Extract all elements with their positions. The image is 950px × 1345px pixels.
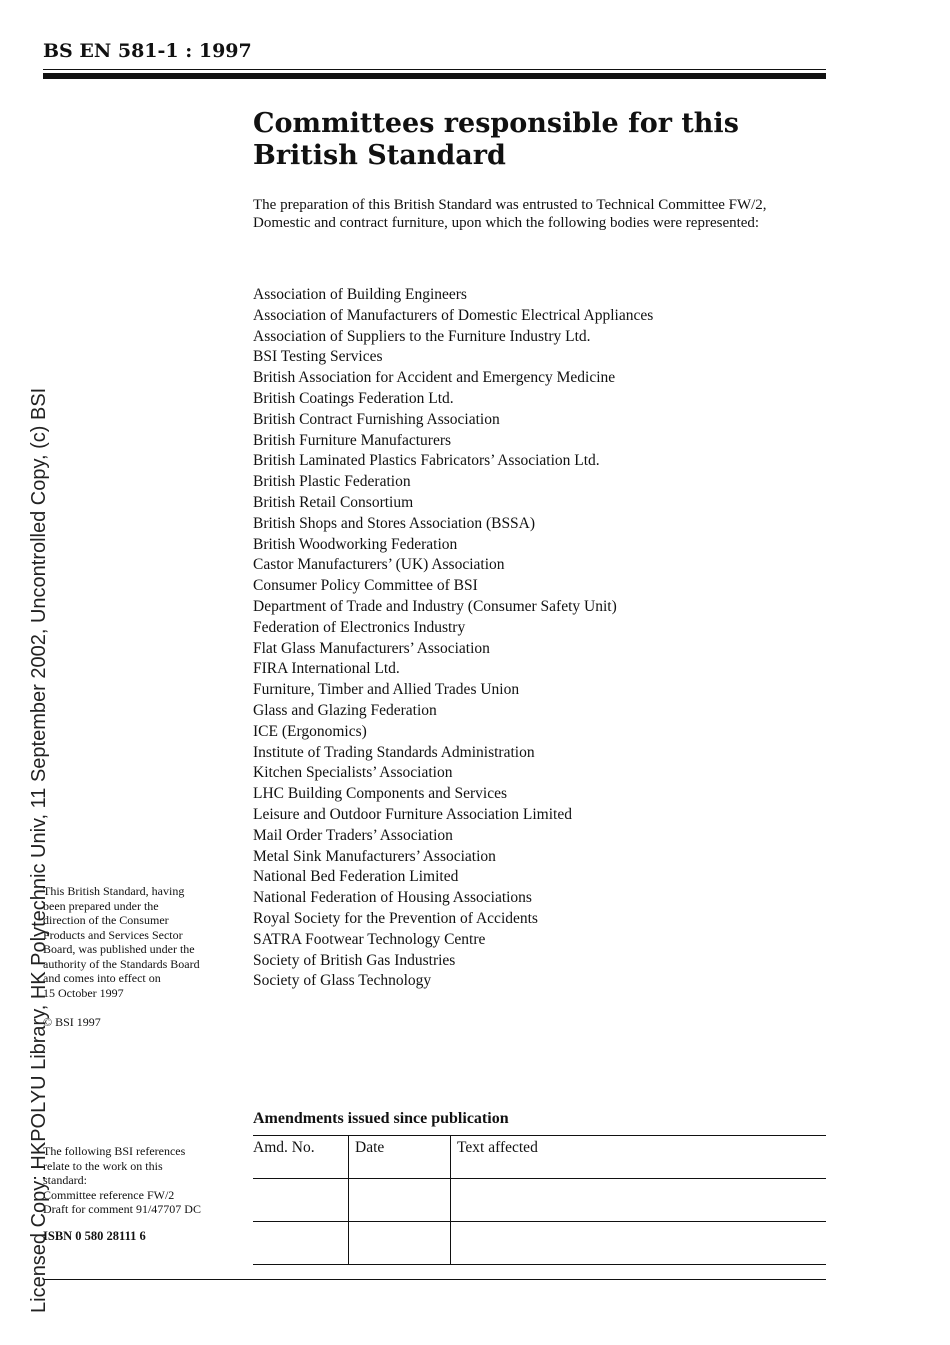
list-item: Institute of Trading Standards Administration (253, 743, 535, 761)
list-item: National Federation of Housing Associations (253, 889, 532, 907)
intro-paragraph: The preparation of this British Standard was entrusted to Technical Committee FW/2, Domestic and contract furniture, upon which the following bodies were represented: (253, 197, 767, 231)
table-cell (349, 1222, 451, 1265)
page-title (253, 108, 813, 172)
document-code: BS EN 581-1 : 1997 (43, 40, 252, 62)
list-item: Furniture, Timber and Allied Trades Union (253, 681, 520, 699)
title-line-2: British Standard (253, 140, 506, 171)
note-line: This British Standard, having (43, 884, 185, 898)
list-item: Society of Glass Technology (253, 972, 432, 990)
references-note (43, 1144, 238, 1217)
note-line: direction of the Consumer (43, 913, 169, 927)
column-header-text-affected: Text affected (451, 1136, 827, 1179)
amendments-title: Amendments issued since publication (253, 1110, 509, 1127)
list-item: British Woodworking Federation (253, 535, 458, 553)
table-cell (349, 1179, 451, 1222)
list-item: Association of Building Engineers (253, 286, 467, 303)
list-item: Kitchen Specialists’ Association (253, 764, 453, 782)
license-watermark: Licensed Copy: HKPOLYU Library, HK Polytechnic Univ, 11 September 2002, Uncontrolled Copy, (c) BSI (28, 387, 50, 1313)
table-cell (451, 1179, 827, 1222)
table-cell (253, 1222, 349, 1265)
table-cell (253, 1179, 349, 1222)
list-item: British Laminated Plastics Fabricators’ Association Ltd. (253, 452, 600, 470)
header-rule-thin (43, 69, 826, 70)
footer-rule (43, 1279, 826, 1280)
list-item: BSI Testing Services (253, 348, 383, 366)
list-item: Royal Society for the Prevention of Accidents (253, 909, 538, 927)
copyright-note: © BSI 1997 (43, 1015, 101, 1029)
list-item: Federation of Electronics Industry (253, 618, 466, 636)
list-item: Consumer Policy Committee of BSI (253, 577, 478, 595)
column-header-date: Date (349, 1136, 451, 1179)
list-item: British Contract Furnishing Association (253, 410, 500, 428)
publication-note (43, 884, 238, 1000)
list-item: British Coatings Federation Ltd. (253, 389, 454, 407)
list-item: British Shops and Stores Association (BSSA) (253, 514, 536, 532)
note-line: Committee reference FW/2 (43, 1187, 175, 1202)
note-line: Draft for comment 91/47707 DC (43, 1202, 201, 1216)
list-item: LHC Building Components and Services (253, 785, 508, 803)
amendments-header-row (253, 1136, 826, 1179)
list-item: Society of British Gas Industries (253, 951, 456, 969)
note-line: standard: (43, 1173, 87, 1187)
isbn: ISBN 0 580 28111 6 (43, 1229, 146, 1243)
list-item: Association of Suppliers to the Furniture Industry Ltd. (253, 327, 591, 345)
list-item: National Bed Federation Limited (253, 868, 459, 886)
table-row (253, 1222, 826, 1265)
note-line: relate to the work on this (43, 1158, 163, 1173)
table-cell (451, 1222, 827, 1265)
note-line: Products and Services Sector (43, 927, 183, 942)
list-item: British Furniture Manufacturers (253, 431, 452, 449)
amendments-table (253, 1135, 826, 1265)
note-line: The following BSI references (43, 1144, 186, 1158)
title-line-1: Committees responsible for this (253, 108, 739, 139)
committee-bodies-list (253, 285, 823, 992)
note-line: authority of the Standards Board (43, 956, 200, 971)
list-item: British Plastic Federation (253, 473, 411, 491)
header-rule-thick (43, 73, 826, 79)
note-line: been prepared under the (43, 898, 159, 913)
note-line: Board, was published under the (43, 942, 195, 956)
list-item: Castor Manufacturers’ (UK) Association (253, 556, 505, 574)
note-line: and comes into effect on (43, 971, 161, 985)
column-header-amd-no: Amd. No. (253, 1136, 349, 1179)
list-item: Metal Sink Manufacturers’ Association (253, 847, 496, 865)
list-item: Flat Glass Manufacturers’ Association (253, 639, 490, 657)
table-row (253, 1179, 826, 1222)
list-item: Mail Order Traders’ Association (253, 826, 453, 844)
list-item: Leisure and Outdoor Furniture Association Limited (253, 805, 572, 823)
list-item: Association of Manufacturers of Domestic Electrical Appliances (253, 306, 654, 324)
list-item: SATRA Footwear Technology Centre (253, 930, 486, 948)
list-item: British Retail Consortium (253, 493, 414, 511)
list-item: FIRA International Ltd. (253, 660, 400, 678)
list-item: British Association for Accident and Emergency Medicine (253, 369, 616, 387)
note-line: 15 October 1997 (43, 985, 124, 1000)
list-item: Glass and Glazing Federation (253, 701, 437, 719)
list-item: ICE (Ergonomics) (253, 722, 367, 740)
list-item: Department of Trade and Industry (Consumer Safety Unit) (253, 597, 617, 615)
